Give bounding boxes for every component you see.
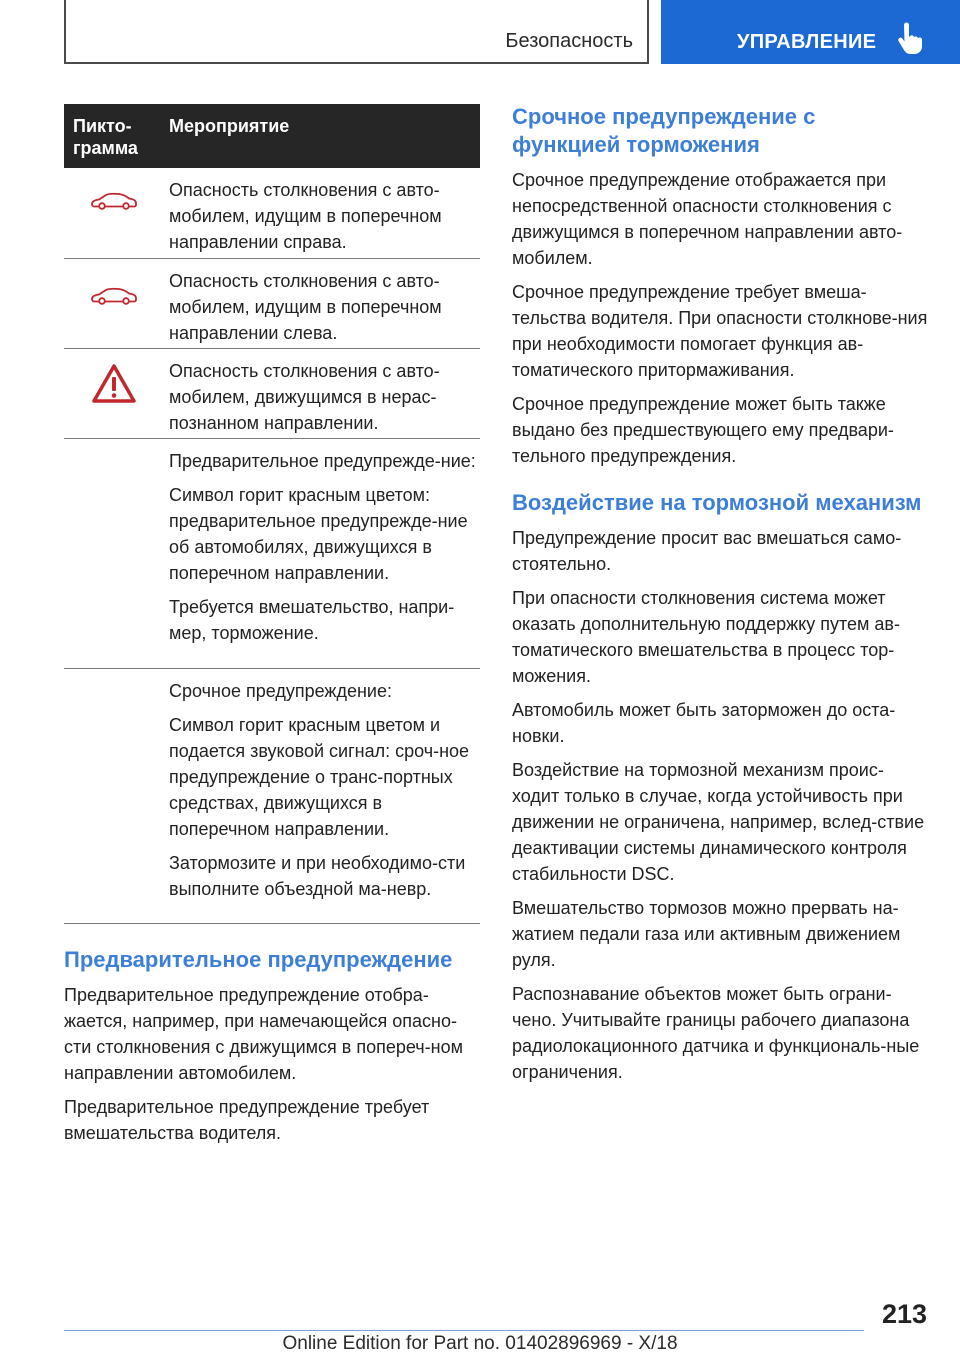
row-text: Опасность столкновения с авто-мобилем, идущим в поперечном направлении слева. (169, 271, 442, 343)
chapter-title: УПРАВЛЕНИЕ (737, 31, 877, 53)
paragraph: Предупреждение просит вас вмешаться само-стоятельно. (512, 528, 902, 574)
table-row (64, 168, 480, 259)
row-text: Символ горит красным цветом: предварительное предупрежде-ние об автомобилях, движущихся в поперечном направлении. (169, 485, 468, 583)
paragraph: Срочное предупреждение требует вмеша-тельства водителя. При опасности столкнове-ния при необходимости помогает функция ав-томатического притормаживания. (512, 282, 928, 380)
chapter-tab[interactable] (661, 0, 960, 64)
hand-pointer-icon (895, 22, 923, 54)
car-front-icon (64, 192, 164, 210)
paragraph: Вмешательство тормозов можно прервать на-жатием педали газа или активным движением руля. (512, 898, 901, 970)
table-row (64, 439, 480, 669)
page-number: 213 (881, 1299, 927, 1329)
paragraph: Срочное предупреждение отображается при непосредственной опасности столкновения с движущимся в поперечном направлении авто-мобилем. (512, 170, 903, 268)
header-section-box (64, 0, 649, 64)
row-text: Затормозите и при необходимо-сти выполните объездной ма-невр. (169, 853, 466, 899)
footer-divider (64, 1330, 864, 1331)
row-text: Опасность столкновения с авто-мобилем, идущим в поперечном направлении справа. (169, 180, 442, 252)
paragraph: Срочное предупреждение может быть также выдано без предшествующего ему предвари-тельного предупреждения. (512, 394, 894, 466)
footer-edition: Online Edition for Part no. 01402896969 - X/18 (282, 1333, 678, 1354)
paragraph: Автомобиль может быть заторможен до оста-новки. (512, 700, 896, 746)
section-title: Безопасность (505, 30, 633, 52)
pre-warning-section (64, 946, 480, 1154)
table-row (64, 669, 480, 924)
section-heading: Предварительное предупреждение (64, 947, 453, 972)
paragraph: Предварительное предупреждение отобра-жается, например, при намечающейся опасно-сти столкновения с движущимся в попереч-ном направлении автомобилем. (64, 985, 463, 1083)
section-heading: Воздействие на тормозной механизм (512, 490, 922, 515)
paragraph: Распознавание объектов может быть ограни-чено. Учитывайте границы рабочего диапазона радиолокационного датчика и функциональ-ные ограничения. (512, 984, 920, 1082)
table-row (64, 259, 480, 349)
warning-triangle-icon (64, 364, 164, 404)
table-row (64, 349, 480, 439)
paragraph: Предварительное предупреждение требует вмешательства водителя. (64, 1097, 430, 1143)
paragraph: При опасности столкновения система может оказать дополнительную поддержку путем ав-томатического вмешательства в процесс тор-можения. (512, 588, 900, 686)
car-front-icon (64, 287, 164, 305)
right-column (512, 103, 928, 1093)
table-header (64, 104, 480, 168)
col-pictogram-header: Пикто- грамма (73, 116, 138, 158)
row-text: Символ горит красным цветом и подается звуковой сигнал: сроч-ное предупреждение о транс-портных средствах, движущихся в поперечном направлении. (169, 715, 470, 839)
row-text: Требуется вмешательство, напри-мер, торможение. (169, 597, 455, 643)
row-text: Опасность столкновения с авто-мобилем, движущимся в нерас-познанном направлении. (169, 361, 440, 433)
pictogram-table (64, 104, 480, 924)
paragraph: Воздействие на тормозной механизм проис-ходит только в случае, когда устойчивость при движении не ограничена, например, вслед-ствие деактивации системы динамического контроля стабильности DSC. (512, 760, 925, 884)
row-text: Предварительное предупрежде-ние: (169, 451, 476, 471)
row-text: Срочное предупреждение: (169, 681, 392, 701)
col-action-header: Мероприятие (169, 116, 290, 136)
section-heading: Срочное предупреждение с функцией торможения (512, 104, 816, 157)
